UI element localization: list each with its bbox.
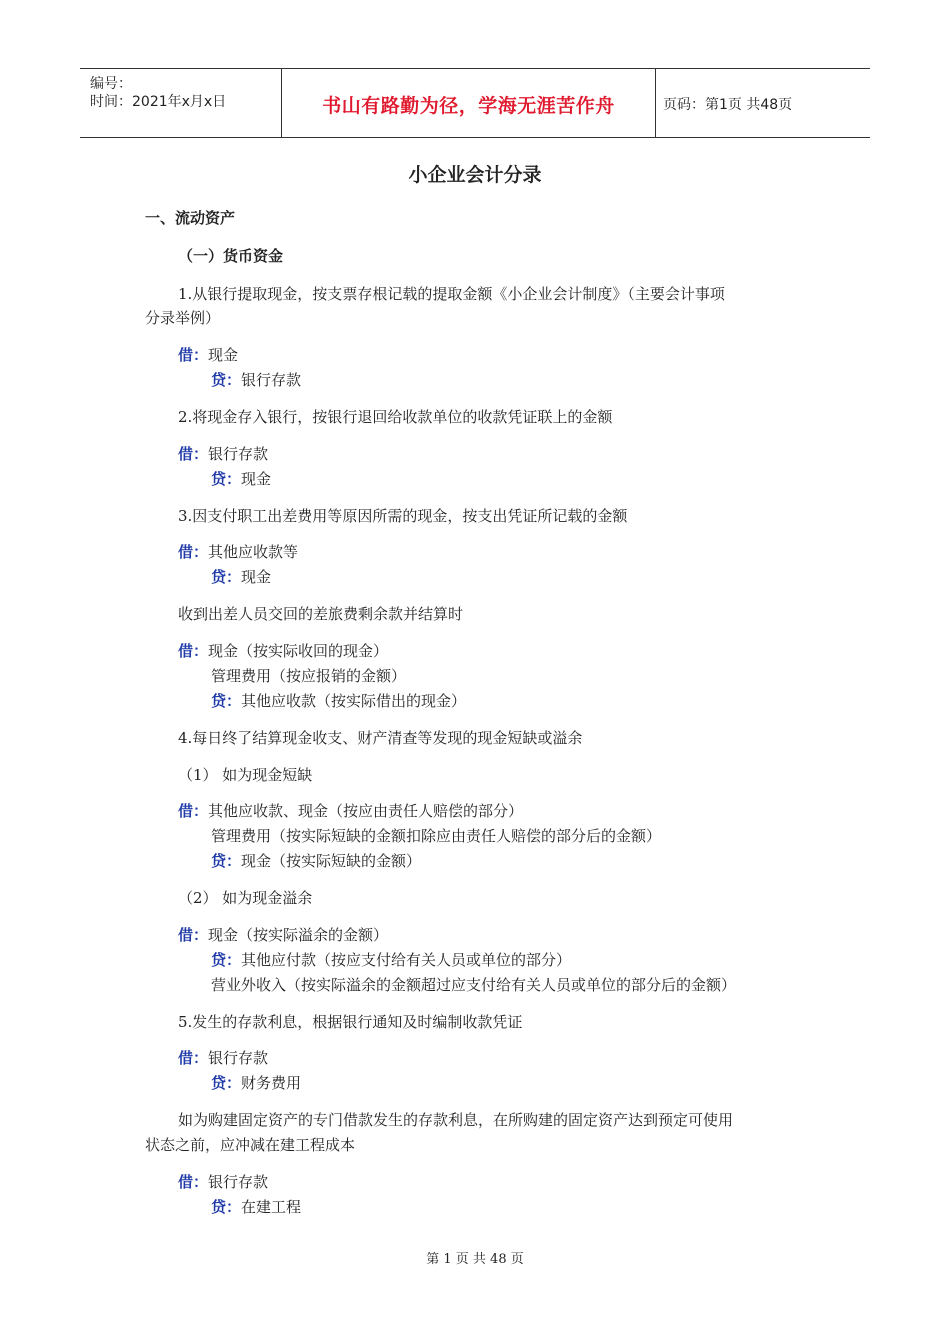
debit-account: 其他应收款、现金（按应由责任人赔偿的部分）: [208, 802, 524, 820]
debit-entry: [178, 801, 523, 821]
document-header: [80, 68, 870, 138]
credit-account: 现金: [241, 470, 272, 488]
debit-account: 其他应收款等: [208, 543, 299, 561]
header-left-cell: [80, 69, 281, 137]
debit-entry: [178, 641, 388, 661]
subitem-heading: （2） 如为现金溢余: [178, 889, 313, 907]
debit-account: 银行存款: [208, 445, 269, 463]
motto: 书山有路勤为径，学海无涯苦作舟: [322, 95, 615, 117]
credit-account: 财务费用: [241, 1074, 302, 1092]
credit-entry: [211, 567, 271, 587]
credit-label: 贷：: [211, 371, 242, 389]
debit-entry: [178, 1172, 268, 1192]
paragraph: 5.发生的存款利息，根据银行通知及时编制收款凭证: [178, 1013, 523, 1031]
debit-label: 借：: [178, 346, 209, 364]
paragraph: 4.每日终了结算现金收支、财产清查等发现的现金短缺或溢余: [178, 729, 583, 747]
credit-label: 贷：: [211, 692, 242, 710]
credit-account: 现金: [241, 568, 272, 586]
credit-account: 其他应付款（按应支付给有关人员或单位的部分）: [241, 951, 572, 969]
credit-label: 贷：: [211, 470, 242, 488]
debit-label: 借：: [178, 802, 209, 820]
paragraph: 如为购建固定资产的专门借款发生的存款利息，在所购建的固定资产达到预定可使用: [178, 1111, 734, 1129]
debit-label: 借：: [178, 445, 209, 463]
credit-account: 其他应收款（按实际借出的现金）: [241, 692, 467, 710]
credit-entry: [211, 950, 571, 970]
debit-entry: [178, 925, 388, 945]
debit-label: 借：: [178, 1173, 209, 1191]
credit-account: 在建工程: [241, 1198, 302, 1216]
debit-account: 现金（按实际收回的现金）: [208, 642, 389, 660]
credit-entry: [211, 691, 466, 711]
credit-entry: [211, 469, 271, 489]
debit-entry: [178, 444, 268, 464]
debit-account: 银行存款: [208, 1049, 269, 1067]
debit-label: 借：: [178, 926, 209, 944]
debit-entry: [178, 345, 238, 365]
credit-entry: [211, 851, 421, 871]
credit-entry: [211, 1073, 301, 1093]
debit-label: 借：: [178, 1049, 209, 1067]
debit-entry-continued: 管理费用（按应报销的金额）: [211, 667, 407, 685]
credit-label: 贷：: [211, 852, 242, 870]
credit-label: 贷：: [211, 1074, 242, 1092]
credit-label: 贷：: [211, 1198, 242, 1216]
header-page-cell: [655, 69, 870, 137]
debit-account: 现金（按实际溢余的金额）: [208, 926, 389, 944]
debit-entry: [178, 542, 298, 562]
page-title: 小企业会计分录: [408, 164, 542, 186]
paragraph: 分录举例）: [145, 309, 221, 327]
section-heading: 一、流动资产: [145, 209, 236, 227]
page-footer: 第 1 页 共 48 页: [426, 1252, 524, 1267]
debit-entry: [178, 1048, 268, 1068]
date-label: 时间：2021年x月x日: [90, 94, 227, 110]
debit-account: 银行存款: [208, 1173, 269, 1191]
debit-label: 借：: [178, 543, 209, 561]
credit-entry: [211, 370, 301, 390]
debit-account: 现金: [208, 346, 239, 364]
credit-entry-continued: 营业外收入（按实际溢余的金额超过应支付给有关人员或单位的部分后的金额）: [211, 976, 737, 994]
credit-entry: [211, 1197, 301, 1217]
subitem-heading: （1） 如为现金短缺: [178, 766, 313, 784]
header-motto-cell: [281, 69, 656, 137]
number-label: 编号：: [90, 76, 132, 92]
subsection-heading: （一）货币资金: [178, 247, 284, 265]
credit-account: 银行存款: [241, 371, 302, 389]
paragraph: 状态之前，应冲减在建工程成本: [145, 1136, 356, 1154]
paragraph: 3.因支付职工出差费用等原因所需的现金，按支出凭证所记载的金额: [178, 507, 628, 525]
credit-label: 贷：: [211, 951, 242, 969]
credit-account: 现金（按实际短缺的金额）: [241, 852, 422, 870]
paragraph: 1.从银行提取现金，按支票存根记载的提取金额《小企业会计制度》（主要会计事项: [178, 285, 725, 303]
paragraph: 收到出差人员交回的差旅费剩余款并结算时: [178, 605, 464, 623]
page-info: 页码：第1页 共48页: [663, 97, 793, 113]
credit-label: 贷：: [211, 568, 242, 586]
debit-entry-continued: 管理费用（按实际短缺的金额扣除应由责任人赔偿的部分后的金额）: [211, 827, 662, 845]
paragraph: 2.将现金存入银行，按银行退回给收款单位的收款凭证联上的金额: [178, 408, 613, 426]
debit-label: 借：: [178, 642, 209, 660]
